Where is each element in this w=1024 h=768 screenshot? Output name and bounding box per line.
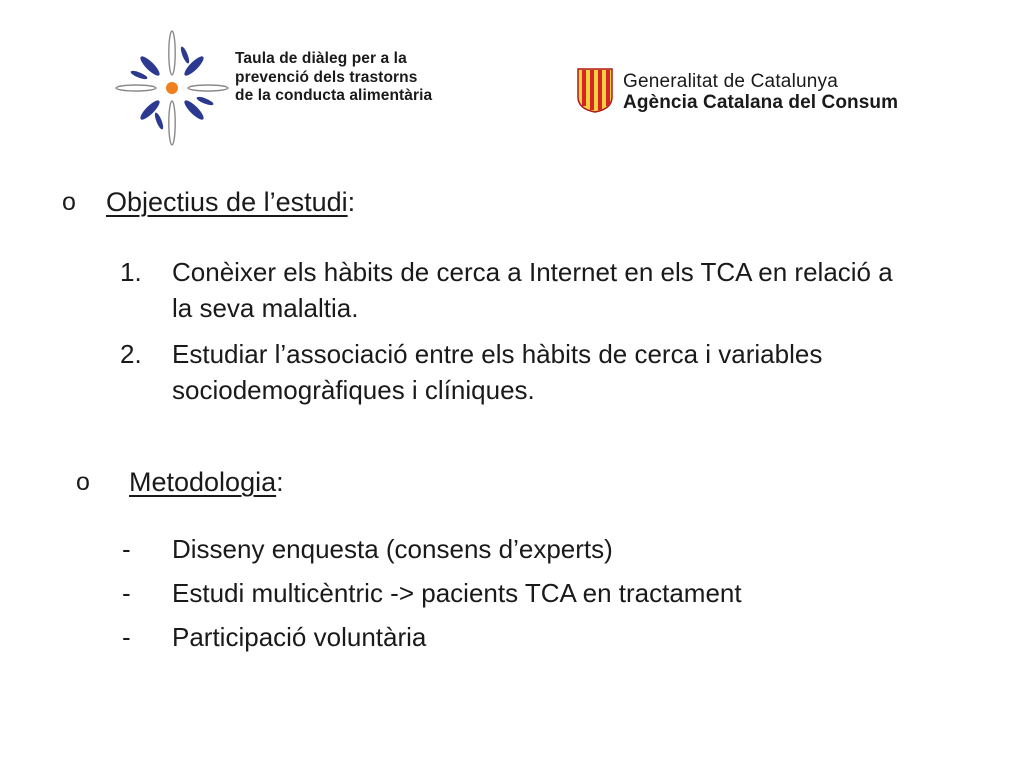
taula-logo-line: prevenció dels trastorns: [235, 68, 418, 86]
generalitat-name: Generalitat de Catalunya: [623, 71, 838, 92]
list-item-text: Estudiar l’associació entre els hàbits de cerca i variables sociodemogràfiques i clíniques.: [172, 339, 823, 405]
agency-name: Agència Catalana del Consum: [623, 92, 899, 113]
list-item-number: 2.: [120, 339, 142, 369]
list-item-number: 1.: [120, 257, 142, 287]
list-item-text: Estudi multicèntric -> pacients TCA en tractament: [172, 578, 742, 608]
methodology-heading: [129, 466, 284, 498]
list-item-text: Conèixer els hàbits de cerca a Internet en els TCA en relació a la seva malaltia.: [172, 257, 893, 323]
methodology-title: Metodologia: [129, 467, 277, 497]
objectives-title: Objectius de l’estudi: [106, 187, 348, 217]
heading-colon: :: [347, 187, 356, 217]
list-item-dash: -: [122, 578, 131, 608]
bullet-marker: o: [62, 188, 76, 216]
objectives-heading: [106, 186, 355, 218]
bullet-marker: o: [76, 468, 90, 496]
heading-colon: :: [276, 467, 284, 497]
list-item-text: Participació voluntària: [172, 622, 427, 652]
taula-logo-line: de la conducta alimentària: [235, 87, 433, 104]
list-item-text: Disseny enquesta (consens d’experts): [172, 534, 613, 564]
list-item-dash: -: [122, 622, 131, 652]
list-item-dash: -: [122, 534, 131, 564]
taula-logo-line: Taula de diàleg per a la: [235, 50, 407, 67]
